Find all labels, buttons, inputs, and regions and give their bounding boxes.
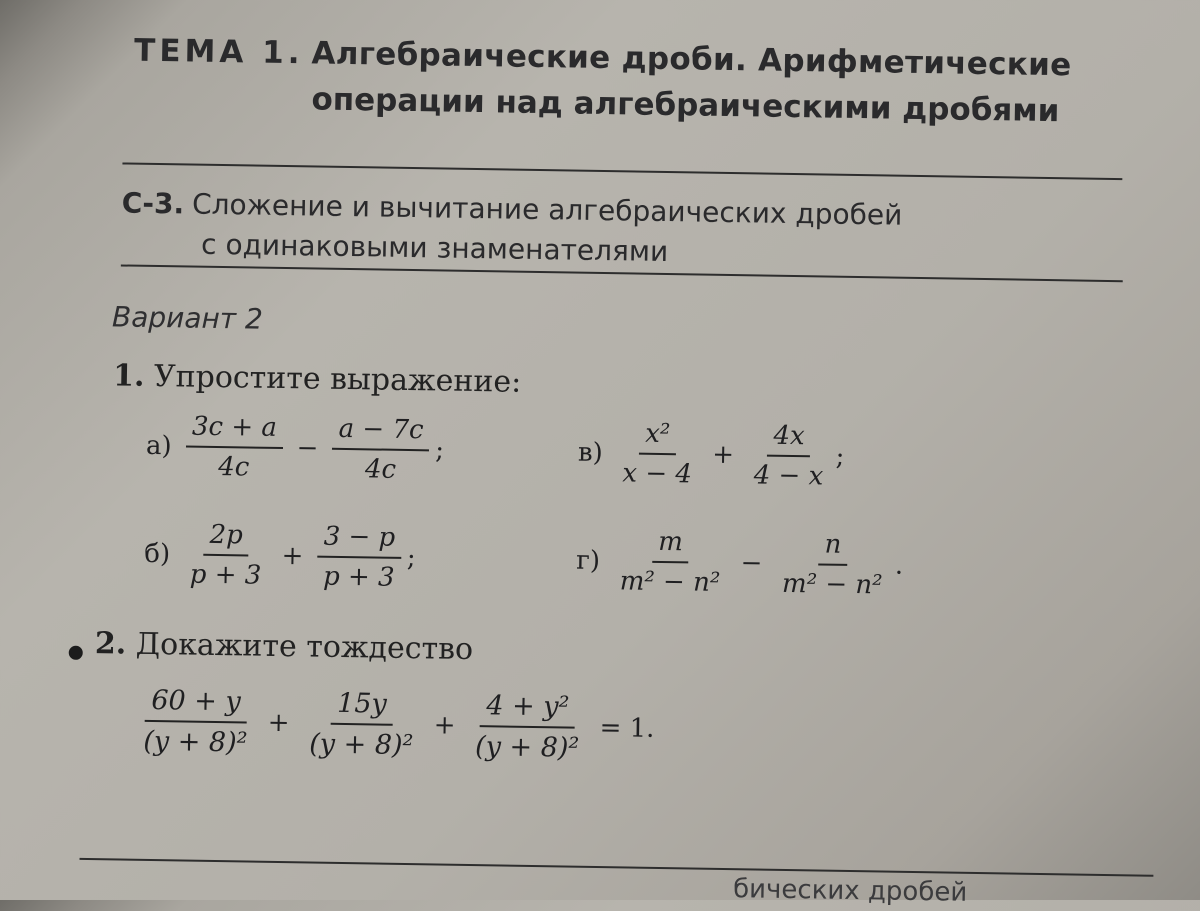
fraction (184, 519, 269, 590)
exercise-g (576, 526, 904, 601)
fraction (616, 418, 699, 489)
topic-title-line2: операции над алгебраическими дробями (311, 81, 1060, 130)
exercise-v (577, 418, 844, 492)
operator: − (740, 548, 763, 579)
numerator: 15y (331, 688, 393, 726)
fraction (469, 690, 586, 764)
difficulty-bullet-icon (69, 646, 83, 660)
task1-text: Упростите выражение: (153, 358, 522, 400)
numerator: 4 + y² (480, 690, 576, 728)
fraction (332, 414, 430, 486)
fraction (303, 687, 420, 761)
denominator: (y + 8)² (474, 731, 580, 764)
denominator: (y + 8)² (143, 725, 248, 759)
exercise-label: г) (576, 545, 601, 577)
terminator: ; (835, 441, 845, 472)
terminator: . (894, 550, 904, 581)
denominator: 4c (364, 454, 397, 485)
exercise-a (145, 411, 444, 486)
fraction (317, 522, 402, 593)
numerator: n (818, 529, 847, 565)
numerator: 4x (767, 421, 811, 458)
operator: − (296, 433, 319, 464)
exercise-label: б) (144, 538, 171, 570)
fraction (747, 420, 830, 491)
cutoff-text: бических дробей (732, 874, 968, 908)
task1-number: 1. (112, 358, 145, 394)
result: = 1. (599, 713, 655, 744)
numerator: x² (639, 419, 677, 456)
exercise-b (144, 519, 416, 593)
denominator: (y + 8)² (309, 728, 414, 762)
fraction (613, 526, 727, 598)
exercise-label: в) (577, 437, 603, 469)
fraction (776, 529, 890, 601)
task2-number: 2. (94, 626, 127, 662)
fraction (185, 411, 283, 483)
section-code: С-3. (121, 186, 185, 221)
numerator: 60 + y (145, 685, 247, 724)
denominator: 4c (218, 452, 250, 483)
numerator: 2p (203, 520, 249, 557)
fraction (137, 685, 254, 759)
numerator: 3 − p (317, 522, 401, 559)
denominator: 4 − x (753, 460, 824, 492)
task2-text: Докажите тождество (135, 626, 474, 668)
operator: + (433, 710, 456, 741)
operator: + (267, 707, 290, 739)
numerator: 3c + a (186, 411, 283, 449)
task1-heading (113, 358, 522, 399)
denominator: m² − n² (781, 568, 883, 601)
terminator: ; (435, 435, 445, 466)
section-title-line1: Сложение и вычитание алгебраических дробей (191, 187, 903, 232)
topic-label: ТЕМА 1. (133, 32, 304, 72)
exercise-label: а) (145, 430, 172, 462)
operator: + (281, 541, 304, 572)
identity-expression (133, 685, 665, 765)
denominator: x − 4 (622, 458, 693, 490)
section-title-line2: с одинаковыми знаменателями (200, 227, 669, 269)
numerator: m (652, 527, 689, 564)
topic-title (134, 33, 1072, 84)
numerator: a − 7c (332, 414, 429, 452)
topic-title-line1: Алгебраические дроби. Арифметические (311, 35, 1072, 84)
divider-top (122, 162, 1122, 180)
operator: + (712, 439, 735, 471)
variant-label: Вариант 2 (111, 300, 264, 336)
divider-bottom (79, 858, 1153, 877)
denominator: m² − n² (619, 566, 721, 598)
task2-heading (95, 626, 474, 667)
section-title (122, 186, 903, 231)
terminator: ; (406, 542, 416, 574)
denominator: p + 3 (189, 559, 262, 591)
denominator: p + 3 (322, 561, 395, 593)
